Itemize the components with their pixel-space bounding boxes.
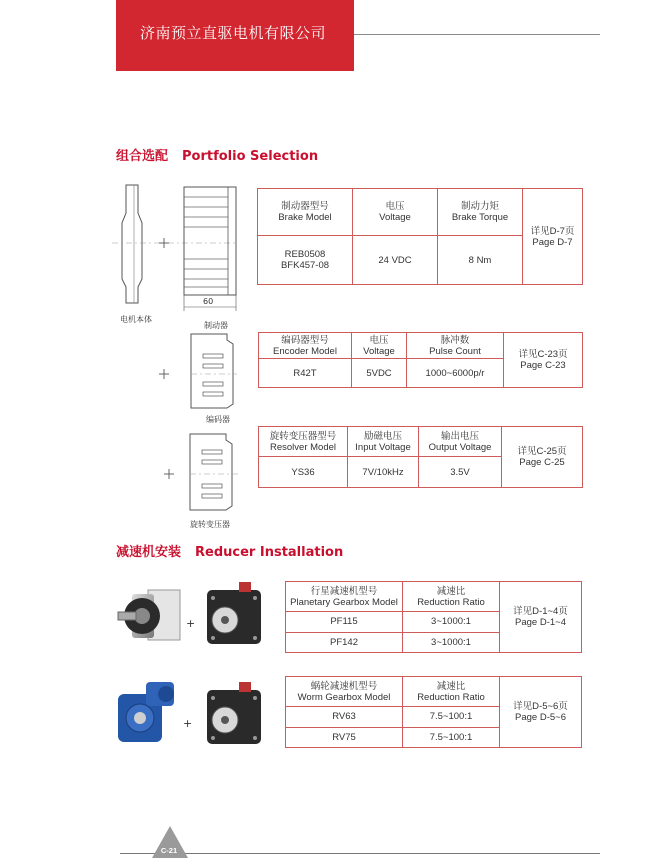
encoder-pulse-cell: 1000~6000p/r xyxy=(407,359,504,388)
resolver-model-header: 旋转变压器型号 Resolver Model xyxy=(259,427,348,457)
encoder-pulse-header: 脉冲数 Pulse Count xyxy=(407,333,504,359)
encoder-voltage-cell: 5VDC xyxy=(352,359,407,388)
encoder-model-header: 编码器型号 Encoder Model xyxy=(259,333,352,359)
encoder-caption: 编码器 xyxy=(206,415,230,424)
plus-sign: + xyxy=(186,617,196,630)
resolver-input-header: 励磁电压 Input Voltage xyxy=(348,427,419,457)
resolver-table xyxy=(258,426,583,488)
footer-rule xyxy=(120,853,600,854)
worm-page-ref: 详见D-5~6页 Page D-5~6 xyxy=(500,677,582,748)
worm-ratio-cell: 7.5~100:1 xyxy=(403,727,500,748)
worm-table xyxy=(285,676,582,748)
resolver-model-cell: YS36 xyxy=(259,457,348,488)
worm-model-header: 蜗轮减速机型号 Worm Gearbox Model xyxy=(286,677,403,707)
motor-body-label: 电机本体 xyxy=(120,315,152,324)
planetary-model-cell: PF115 xyxy=(286,612,403,633)
brake-model-header: 制动器型号 Brake Model xyxy=(258,189,353,236)
header-rule xyxy=(354,34,600,35)
encoder-voltage-header: 电压 Voltage xyxy=(352,333,407,359)
brake-table xyxy=(257,188,583,285)
resolver-output-cell: 3.5V xyxy=(419,457,502,488)
reducer-section-title xyxy=(116,541,343,560)
brake-page-ref: 详见D-7页 Page D-7 xyxy=(523,189,583,285)
planetary-ratio-cell: 3~1000:1 xyxy=(403,632,500,653)
worm-model-cell: RV63 xyxy=(286,707,403,728)
reducer-title-cn: 减速机安装 xyxy=(116,545,182,560)
encoder-drawing xyxy=(155,330,237,412)
plus-sign: + xyxy=(183,717,193,730)
resolver-drawing xyxy=(160,430,242,516)
resolver-caption: 旋转变压器 xyxy=(190,520,230,529)
brake-voltage-header: 电压 Voltage xyxy=(353,189,438,236)
worm-ratio-cell: 7.5~100:1 xyxy=(403,707,500,728)
encoder-page-ref: 详见C-23页 Page C-23 xyxy=(504,333,583,388)
encoder-model-cell: R42T xyxy=(259,359,352,388)
brake-voltage-cell: 24 VDC xyxy=(353,236,438,285)
motor-brake-drawing xyxy=(112,183,244,315)
planetary-page-ref: 详见D-1~4页 Page D-1~4 xyxy=(500,582,582,653)
worm-ratio-header: 减速比 Reduction Ratio xyxy=(403,677,500,707)
resolver-page-ref: 详见C-25页 Page C-25 xyxy=(502,427,583,488)
planetary-gearbox-image xyxy=(112,584,184,656)
page-number: C-21 xyxy=(160,846,178,855)
planetary-ratio-header: 减速比 Reduction Ratio xyxy=(403,582,500,612)
worm-model-cell: RV75 xyxy=(286,727,403,748)
planetary-model-header: 行星减速机型号 Planetary Gearbox Model xyxy=(286,582,403,612)
portfolio-title-cn: 组合选配 xyxy=(116,149,169,164)
servo-motor-image xyxy=(203,580,269,650)
encoder-table xyxy=(258,332,583,388)
worm-gearbox-image xyxy=(110,676,182,748)
planetary-ratio-cell: 3~1000:1 xyxy=(403,612,500,633)
company-name: 济南预立直驱电机有限公司 xyxy=(140,24,327,42)
brake-torque-header: 制动力矩 Brake Torque xyxy=(438,189,523,236)
planetary-model-cell: PF142 xyxy=(286,632,403,653)
planetary-table xyxy=(285,581,582,653)
resolver-output-header: 输出电压 Output Voltage xyxy=(419,427,502,457)
dimension-label: 60 xyxy=(203,297,214,306)
brake-model-cell: REB0508 BFK457-08 xyxy=(258,236,353,285)
portfolio-section-title xyxy=(116,145,318,164)
brake-caption: 制动器 xyxy=(204,321,228,330)
reducer-title-en: Reducer Installation xyxy=(195,545,344,560)
resolver-input-cell: 7V/10kHz xyxy=(348,457,419,488)
portfolio-title-en: Portfolio Selection xyxy=(182,149,319,164)
brake-torque-cell: 8 Nm xyxy=(438,236,523,285)
servo-motor-image xyxy=(203,680,269,750)
